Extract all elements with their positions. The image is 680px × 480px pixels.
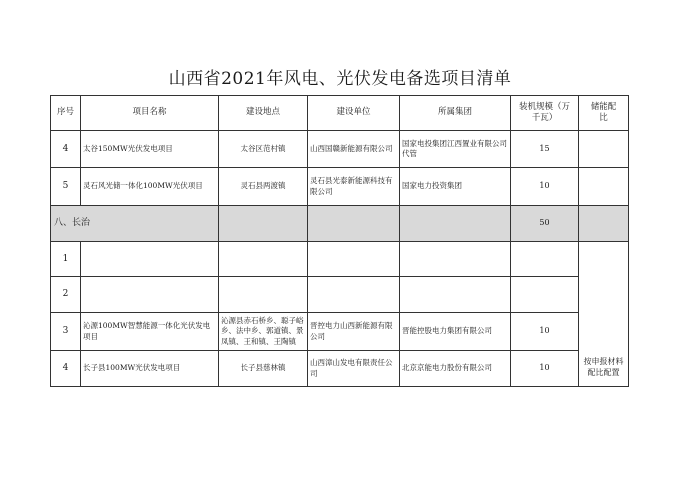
table-row xyxy=(51,277,629,313)
section-label: 八、长治 xyxy=(51,206,219,242)
cell-unit: 山西漳山发电有限责任公司 xyxy=(308,351,400,387)
section-capacity: 50 xyxy=(511,206,579,242)
cell-group: 北京京能电力股份有限公司 xyxy=(400,351,511,387)
cell-seq: 3 xyxy=(51,313,81,351)
cell-name xyxy=(81,242,219,277)
table-row xyxy=(51,131,629,168)
header-capacity: 装机规模（万千瓦） xyxy=(511,96,579,131)
header-seq: 序号 xyxy=(51,96,81,131)
cell-location: 长子县慈林镇 xyxy=(219,351,308,387)
cell-seq: 4 xyxy=(51,131,81,168)
cell-unit: 晋控电力山西新能源有限公司 xyxy=(308,313,400,351)
cell-unit xyxy=(308,242,400,277)
cell-group: 国家电力投资集团 xyxy=(400,168,511,206)
table-row xyxy=(51,242,629,277)
cell-empty xyxy=(400,206,511,242)
cell-location: 太谷区范村镇 xyxy=(219,131,308,168)
cell-location: 灵石县两渡镇 xyxy=(219,168,308,206)
cell-capacity: 15 xyxy=(511,131,579,168)
cell-group xyxy=(400,277,511,313)
cell-group: 国家电投集团江西置业有限公司代管 xyxy=(400,131,511,168)
cell-group: 晋能控股电力集团有限公司 xyxy=(400,313,511,351)
cell-unit xyxy=(308,277,400,313)
cell-name xyxy=(81,277,219,313)
cell-location xyxy=(219,242,308,277)
cell-name: 长子县100MW光伏发电项目 xyxy=(81,351,219,387)
header-location: 建设地点 xyxy=(219,96,308,131)
table-row xyxy=(51,313,629,351)
header-name: 项目名称 xyxy=(81,96,219,131)
project-table xyxy=(50,95,629,387)
cell-unit: 山西国赣新能源有限公司 xyxy=(308,131,400,168)
cell-name: 沁源100MW智慧能源一体化光伏发电项目 xyxy=(81,313,219,351)
cell-capacity: 10 xyxy=(511,351,579,387)
header-group: 所属集团 xyxy=(400,96,511,131)
cell-seq: 5 xyxy=(51,168,81,206)
cell-group xyxy=(400,242,511,277)
section-row xyxy=(51,206,629,242)
cell-capacity: 10 xyxy=(511,313,579,351)
cell-name: 灵石风光储一体化100MW光伏项目 xyxy=(81,168,219,206)
cell-empty xyxy=(579,206,629,242)
storage-note: 按申报材料配比配置 xyxy=(579,242,629,387)
cell-capacity: 10 xyxy=(511,168,579,206)
cell-capacity xyxy=(511,277,579,313)
header-storage: 储能配比 xyxy=(579,96,629,131)
page-title: 山西省2021年风电、光伏发电备选项目清单 xyxy=(168,69,512,89)
cell-storage xyxy=(579,131,629,168)
cell-seq: 4 xyxy=(51,351,81,387)
cell-unit: 灵石县光泰新能源科技有限公司 xyxy=(308,168,400,206)
header-row xyxy=(51,96,629,131)
cell-capacity xyxy=(511,242,579,277)
cell-location: 沁源县赤石桥乡、聪子峪乡、法中乡、郭道镇、景凤镇、王和镇、王陶镇 xyxy=(219,313,308,351)
table-row xyxy=(51,168,629,206)
cell-storage xyxy=(579,168,629,206)
header-unit: 建设单位 xyxy=(308,96,400,131)
table-row xyxy=(51,351,629,387)
cell-empty xyxy=(219,206,308,242)
cell-seq: 2 xyxy=(51,277,81,313)
cell-location xyxy=(219,277,308,313)
cell-seq: 1 xyxy=(51,242,81,277)
cell-name: 太谷150MW光伏发电项目 xyxy=(81,131,219,168)
cell-empty xyxy=(308,206,400,242)
